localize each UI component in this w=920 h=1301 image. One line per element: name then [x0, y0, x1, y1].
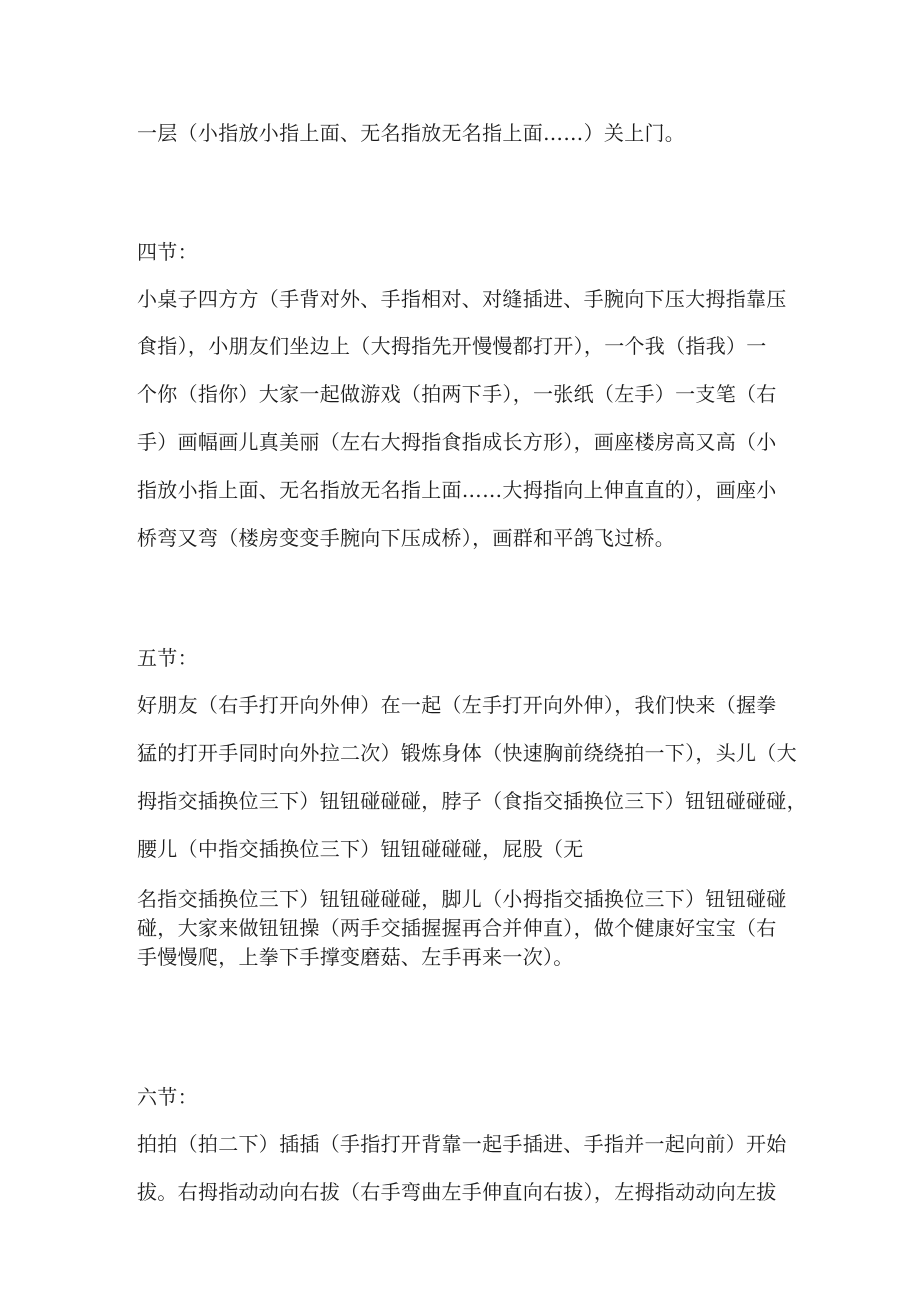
section-4-line-5: 指放小指上面、无名指放无名指上面……大拇指向上伸直直的），画座小 [137, 478, 777, 502]
section-5-line-3: 拇指交插换位三下）钮钮碰碰碰，脖子（食指交插换位三下）钮钮碰碰碰， [137, 789, 807, 813]
section-5-heading: 五节： [137, 646, 198, 670]
section-5-line-5: 名指交插换位三下）钮钮碰碰碰，脚儿（小拇指交插换位三下）钮钮碰碰 [137, 887, 787, 911]
section-6-line-1: 拍拍（拍二下）插插（手指打开背靠一起手插进、手指并一起向前）开始 [137, 1132, 787, 1156]
section-5-line-1: 好朋友（右手打开向外伸）在一起（左手打开向外伸），我们快来（握拳 [137, 693, 777, 717]
section-6-heading: 六节： [137, 1085, 198, 1109]
intro-line: 一层（小指放小指上面、无名指放无名指上面……）关上门。 [137, 121, 686, 145]
section-4-line-1: 小桌子四方方（手背对外、手指相对、对缝插进、手腕向下压大拇指靠压 [137, 287, 787, 311]
section-5-line-4: 腰儿（中指交插换位三下）钮钮碰碰碰，屁股（无 [137, 837, 584, 861]
section-4-line-2: 食指），小朋友们坐边上（大拇指先开慢慢都打开），一个我（指我）一 [137, 334, 767, 358]
section-4-heading: 四节： [137, 240, 198, 264]
section-6-line-2: 拔。右拇指动动向右拔（右手弯曲左手伸直向右拔），左拇指动动向左拔 [137, 1180, 777, 1204]
section-4-line-6: 桥弯又弯（楼房变变手腕向下压成桥），画群和平鸽飞过桥。 [137, 526, 676, 550]
section-4-line-3: 个你（指你）大家一起做游戏（拍两下手），一张纸（左手）一支笔（右 [137, 382, 777, 406]
section-5-line-6: 碰，大家来做钮钮操（两手交插握握再合并伸直），做个健康好宝宝（右 [137, 916, 777, 940]
section-5-line-7: 手慢慢爬，上拳下手撑变磨菇、左手再来一次）。 [137, 945, 574, 969]
section-5-line-2: 猛的打开手同时向外拉二次）锻炼身体（快速胸前绕绕拍一下），头儿（大 [137, 741, 797, 765]
section-4-line-4: 手）画幅画儿真美丽（左右大拇指食指成长方形），画座楼房高又高（小 [137, 430, 777, 454]
